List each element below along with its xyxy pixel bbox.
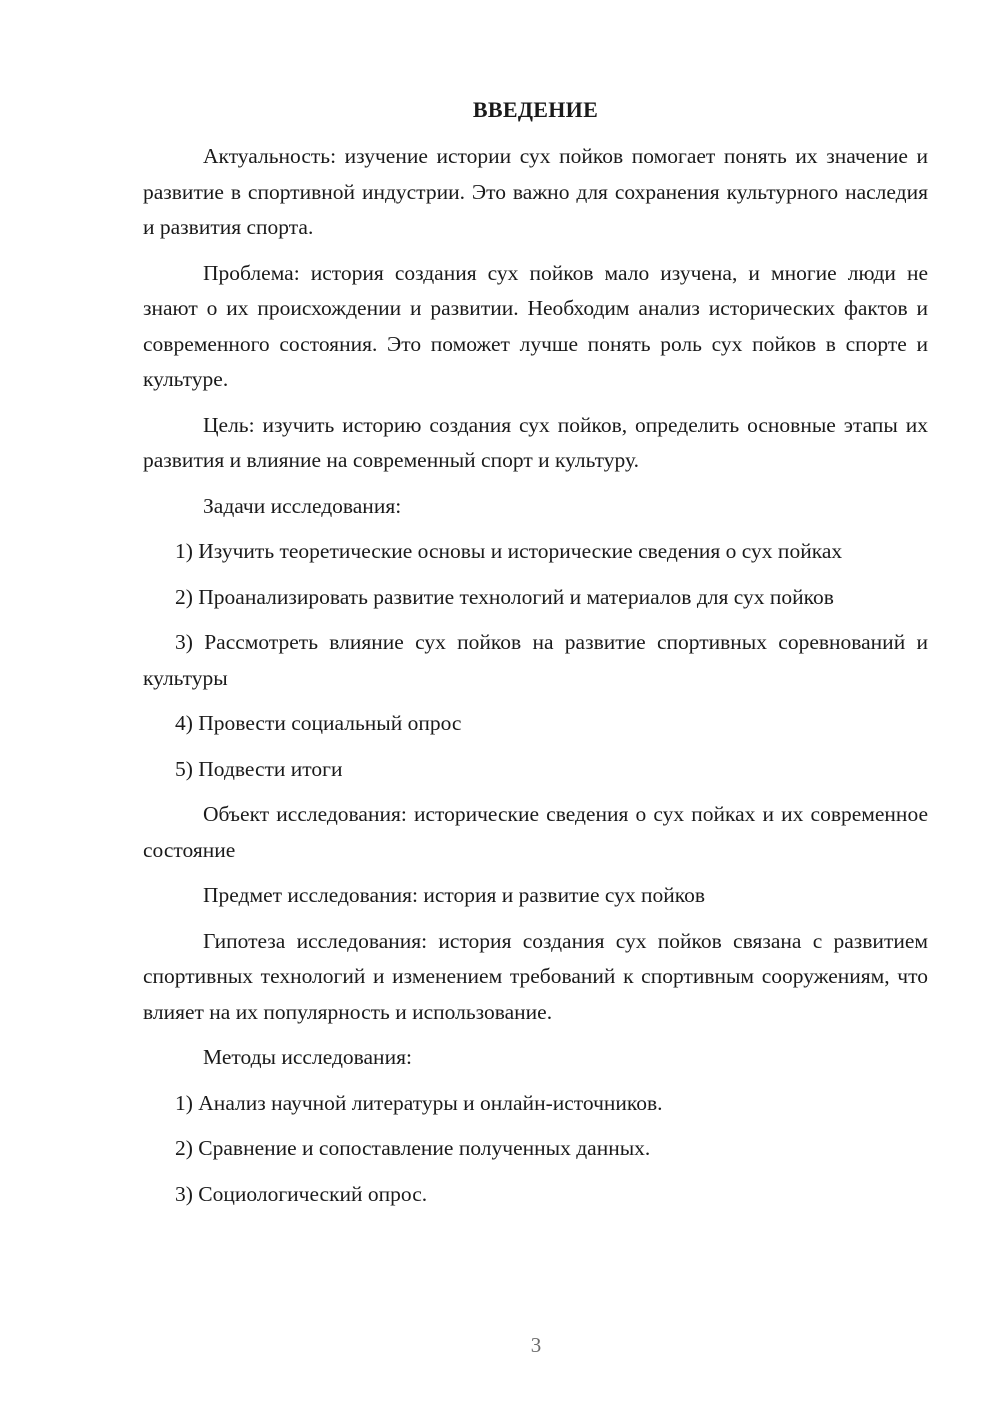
method-item-2: 2) Сравнение и сопоставление полученных данных. — [175, 1136, 651, 1160]
method-item-1: 1) Анализ научной литературы и онлайн-источников. — [175, 1090, 663, 1115]
section-title: ВВЕДЕНИЕ — [472, 97, 599, 122]
task-item-5: 5) Подвести итоги — [175, 756, 343, 781]
problem-paragraph: Проблема: история создания сух пойков мало изучена, и многие люди не знают о их происхождении и развитии. Необходим анализ исторических фактов и современного состояния. Это поможет лучше понять роль сух пойков в спорте и культуре. — [143, 260, 928, 391]
task-item-2: 2) Проанализировать развитие технологий и материалов для сух пойков — [175, 584, 834, 609]
hypothesis-paragraph: Гипотеза исследования: история создания сух пойков связана с развитием спортивных технологий и изменением требований к спортивным сооружениям, что влияет на их популярность и использование. — [143, 928, 928, 1024]
task-item-1: 1) Изучить теоретические основы и исторические сведения о сух пойках — [175, 539, 843, 563]
subject-paragraph: Предмет исследования: история и развитие сух пойков — [203, 883, 706, 907]
object-paragraph: Объект исследования: исторические сведения о сух пойках и их современное состояние — [143, 802, 928, 862]
page-number: 3 — [530, 1333, 542, 1357]
methods-heading: Методы исследования: — [203, 1045, 412, 1069]
goal-paragraph: Цель: изучить историю создания сух пойков, определить основные этапы их развития и влияние на современный спорт и культуру. — [143, 412, 928, 472]
tasks-heading: Задачи исследования: — [203, 493, 402, 518]
task-item-3: 3) Рассмотреть влияние сух пойков на развитие спортивных соревнований и культуры — [143, 630, 928, 690]
relevance-paragraph: Актуальность: изучение истории сух пойков помогает понять их значение и развитие в спортивной индустрии. Это важно для сохранения культурного наследия и развития спорта. — [143, 144, 928, 239]
method-item-3: 3) Социологический опрос. — [175, 1181, 428, 1206]
document-page — [143, 95, 928, 1222]
task-item-4: 4) Провести социальный опрос — [175, 711, 462, 735]
